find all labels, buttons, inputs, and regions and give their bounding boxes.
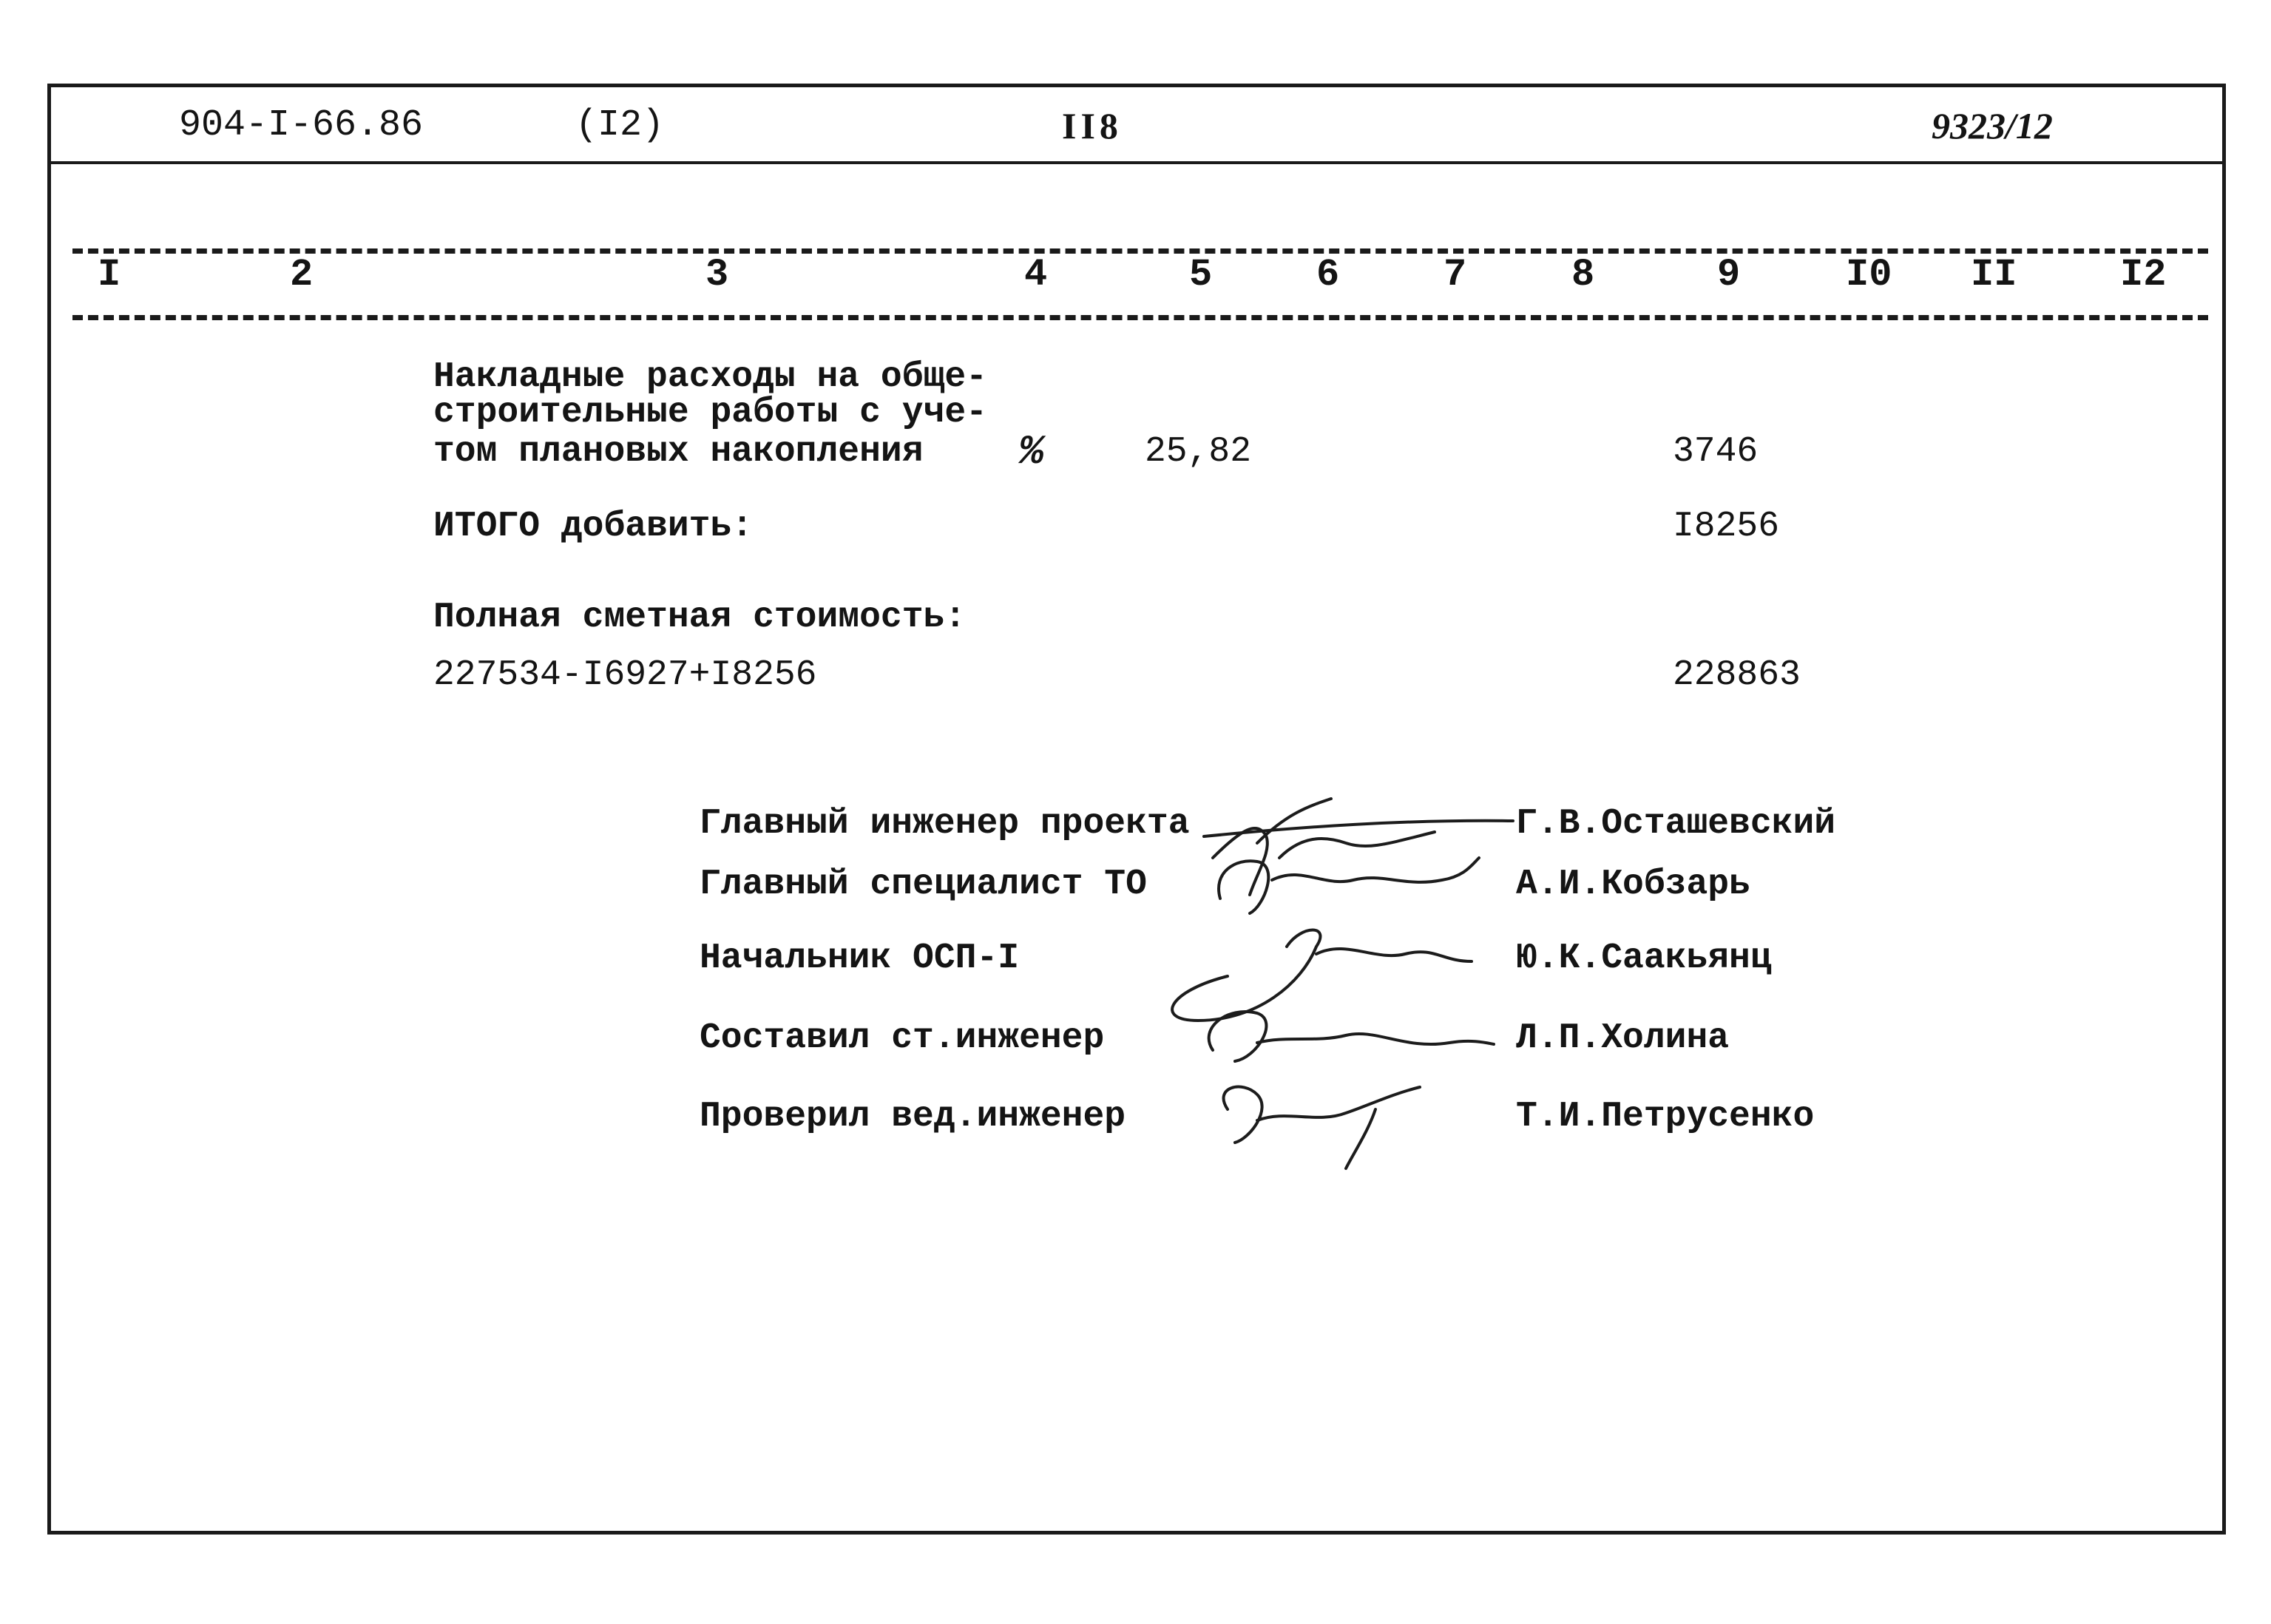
overhead-description-line: строительные работы с уче-: [433, 393, 987, 433]
full-cost-formula: 227534-I6927+I8256: [433, 655, 817, 695]
column-number: 4: [1024, 253, 1048, 297]
column-header-bottom-rule: [72, 315, 2208, 320]
header-rule: [47, 161, 2226, 164]
overhead-description-line: Накладные расходы на обще-: [433, 357, 987, 397]
signature-name: Ю.К.Саакьянц: [1516, 938, 1772, 978]
column-number: I: [98, 253, 121, 297]
signature-name: Т.И.Петрусенко: [1516, 1097, 1815, 1137]
column-number: 5: [1189, 253, 1213, 297]
signature-name: А.И.Кобзарь: [1516, 865, 1750, 904]
project-code: 904-I-66.86: [179, 104, 424, 146]
full-cost-label: Полная сметная стоимость:: [433, 598, 967, 637]
inventory-number: 9323/12: [1932, 105, 2053, 146]
signature-role: Составил ст.инженер: [700, 1018, 1105, 1058]
column-number: 9: [1717, 253, 1741, 297]
column-number: 2: [290, 253, 314, 297]
overhead-unit: %: [1019, 428, 1044, 476]
column-number: 8: [1571, 253, 1595, 297]
column-number: I2: [2120, 253, 2167, 297]
column-number: 3: [705, 253, 729, 297]
total-add-amount: I8256: [1673, 507, 1780, 547]
signature-role: Проверил вед.инженер: [700, 1097, 1126, 1137]
overhead-rate: 25,82: [1145, 432, 1252, 472]
signature-name: Л.П.Холина: [1516, 1018, 1730, 1058]
total-add-label: ИТОГО добавить:: [433, 507, 754, 547]
album-number: (I2): [575, 104, 665, 146]
column-number: 6: [1316, 253, 1340, 297]
overhead-amount: 3746: [1673, 432, 1759, 472]
column-number: 7: [1444, 253, 1467, 297]
signature-role: Начальник ОСП-I: [700, 938, 1020, 978]
signature-role: Главный специалист ТО: [700, 865, 1147, 904]
column-number: I0: [1846, 253, 1892, 297]
sheet-number: II8: [1062, 105, 1123, 146]
signature-name: Г.В.Осташевский: [1516, 804, 1836, 844]
overhead-description-line: том плановых накопления: [433, 432, 924, 472]
signature-role: Главный инженер проекта: [700, 804, 1190, 844]
column-number: II: [1971, 253, 2017, 297]
full-cost-amount: 228863: [1673, 655, 1801, 695]
